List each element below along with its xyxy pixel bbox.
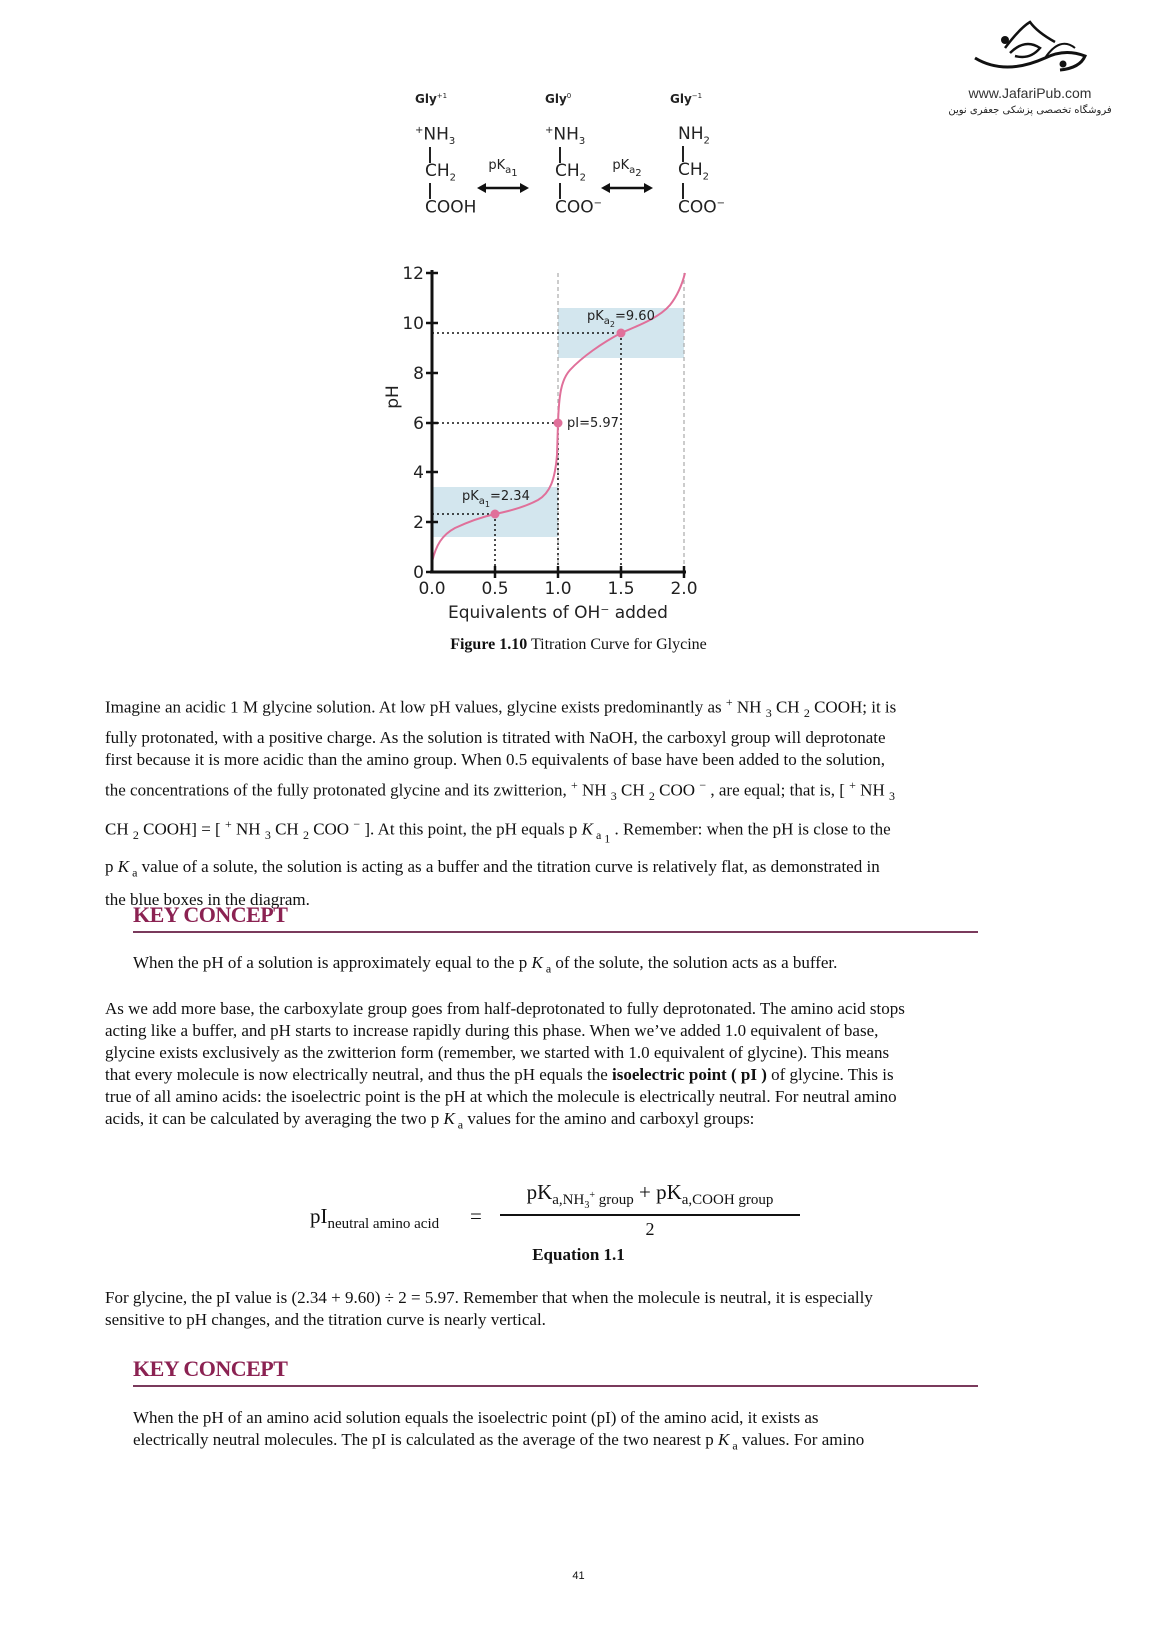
acid-charge: −: [716, 197, 726, 209]
eq-lhs: pI: [310, 1204, 328, 1228]
pka1-label: $pK_{a1}=2.34$: [462, 489, 530, 509]
key-concept-box-1: [133, 902, 1023, 933]
isoelectric-point-term: isoelectric point ( pI ): [612, 1065, 767, 1084]
y-tick-label: 12: [402, 264, 424, 284]
y-tick-label: 8: [413, 364, 424, 384]
species-label: Gly: [415, 92, 437, 106]
amine-group: NH: [678, 124, 704, 144]
pka2-label: $pK_{a2}=9.60$: [587, 309, 655, 329]
species-charge: 0: [566, 92, 572, 100]
page-number: 41: [572, 1570, 585, 1582]
species-label: Gly: [545, 92, 567, 106]
key-concept-title: KEY CONCEPT: [133, 902, 288, 927]
key-concept-divider: [133, 931, 978, 933]
amine-group: NH: [553, 124, 579, 145]
equation-pi: $pI_{neutral amino acid}$ = $pK_{a,NH_3^+ group} + pK_{a,COOH group}$ 2: [310, 1180, 830, 1240]
x-tick-label: 0.5: [481, 579, 509, 599]
acid-group: COO: [678, 197, 717, 218]
species-gly-plus1: [415, 92, 476, 217]
acid-group: COO: [555, 198, 594, 219]
bond-line: [429, 183, 431, 199]
x-tick-label: 1.5: [607, 579, 635, 599]
amine-sub: 3: [578, 136, 586, 148]
amine-sub: 2: [703, 135, 710, 147]
species-charge: +1: [436, 92, 448, 100]
arrow-label-subsub: 1: [511, 167, 518, 179]
figure-caption: [0, 636, 1157, 654]
y-tick-label: 2: [413, 513, 424, 533]
methylene-group: CH: [425, 161, 450, 182]
species-gly-zero: [545, 92, 602, 217]
acid-charge: −: [593, 198, 603, 210]
x-tick-label: 2.0: [670, 579, 698, 599]
equilibrium-arrow-2: [601, 158, 653, 198]
eq-num1: pK: [526, 1180, 553, 1204]
y-tick-label: 10: [402, 314, 424, 334]
logo-url: www.JafariPub.com: [968, 85, 1092, 101]
eq-num2: pK: [656, 1180, 682, 1204]
species-gly-minus1: [670, 92, 725, 216]
y-tick-label: 0: [413, 563, 424, 583]
key-concept-divider: [133, 1385, 978, 1387]
paragraph-titration-intro: Imagine an acidic 1 M glycine solution. At low pH values, glycine exists predominantly as + NH $_3$ CH $_2$ COOH; it is fully protonated, with a positive charge. As the solution is titrated with NaOH, the carboxyl group will deprotonate first because it is more acidic than the amino group. When 0.5 equivalents of base have been added to the solution, the concentrations of the fully protonated glycine and its zwitterion, + NH $_3$ CH $_2$ COO − , are equal; that is, [ + NH $_3$ CH $_2$ COOH] = [ + NH $_3$ CH $_2$ COO − ]. At this point, the pH equals p K $_{a _1}$ . Remember: when the pH is close to the p K $_a$ value of a solute, the solution is acting as a buffer and the titration curve is relatively flat, as demonstrated in the blue boxes in the diagram.: [105, 695, 897, 909]
jafari-logo-icon: [965, 18, 1095, 78]
arrow-label: pK: [488, 158, 506, 173]
arrow-label-subsub: 2: [635, 167, 642, 179]
double-arrow-icon: [601, 182, 653, 194]
figure-number: Figure 1.10: [450, 636, 528, 653]
bond-line: [559, 183, 561, 199]
key-concept-title: KEY CONCEPT: [133, 1356, 288, 1381]
glycine-species-diagram: [415, 92, 735, 242]
amine-charge: +: [545, 125, 554, 136]
eq-denominator: 2: [645, 1218, 655, 1239]
publisher-logo: [930, 18, 1130, 116]
methylene-group: CH: [678, 160, 703, 181]
key-concept-text-2: When the pH of an amino acid solution equals the isoelectric point (pI) of the amino acid, it exists as electrically neutral molecules. The pI is calculated as the average of the two nearest p K $_a$ values. For amino: [133, 1408, 865, 1453]
equilibrium-arrow-1: [477, 158, 529, 198]
arrow-label: pK: [612, 158, 630, 173]
methylene-sub: 2: [579, 172, 587, 184]
paragraph-isoelectric: As we add more base, the carboxylate group goes from half-deprotonated to fully deprotonated. The amino acid stops acting like a buffer, and pH starts to increase rapidly during this phase. When we’ve added 1.0 equivalent of base, glycine exists exclusively as the zwitterion form (remember, we started with 1.0 equivalent of glycine). This means that every molecule is now electrically neutral, and thus the pH equals the isoelectric point ( pI ) of glycine. This is true of all amino acids: the isoelectric point is the pH at which the molecule is electrically neutral. For neutral amino acids, it can be calculated by averaging the two p K $_a$ values for the amino and carboxyl groups:: [105, 999, 905, 1132]
x-tick-label: 0.0: [418, 579, 446, 599]
figure-title: Titration Curve for Glycine: [527, 636, 707, 653]
equation-label: Equation 1.1: [532, 1245, 625, 1264]
pka1-marker: [491, 510, 500, 519]
paragraph-glycine-pi: For glycine, the pI value is (2.34 + 9.60) ÷ 2 = 5.97. Remember that when the molecule is neutral, it is especially sensitive to pH changes, and the titration curve is nearly vertical.: [105, 1288, 873, 1329]
eq-equals: =: [470, 1204, 482, 1228]
eq-fraction-bar: [500, 1214, 800, 1216]
y-tick-label: 4: [413, 463, 424, 483]
key-concept-box-2: [133, 1356, 1023, 1387]
double-arrow-icon: [477, 182, 529, 194]
logo-tagline: فروشگاه تخصصی پزشکی جعفری نوین: [948, 105, 1112, 116]
y-axis-label: pH: [383, 385, 403, 409]
amine-group: NH: [423, 124, 449, 145]
pi-label: pI=5.97: [567, 416, 619, 431]
x-axis-label: Equivalents of OH⁻ added: [448, 603, 668, 623]
methylene-group: CH: [555, 161, 580, 182]
eq-plus: +: [638, 1180, 651, 1204]
x-tick-label: 1.0: [544, 579, 572, 599]
acid-group: COOH: [425, 198, 477, 219]
titration-chart: [370, 255, 730, 630]
bond-line: [682, 183, 684, 199]
y-tick-label: 6: [413, 414, 424, 434]
arrow-label-sub: a: [505, 164, 512, 176]
species-charge: −1: [691, 92, 703, 100]
eq-lhs-sub: neutral amino acid: [327, 1216, 440, 1233]
pi-marker: [554, 419, 563, 428]
methylene-sub: 2: [449, 172, 457, 184]
arrow-label-sub: a: [629, 164, 636, 176]
amine-sub: 3: [448, 136, 456, 148]
pka2-marker: [617, 329, 626, 338]
species-label: Gly: [670, 92, 692, 106]
amine-charge: +: [415, 125, 424, 136]
methylene-sub: 2: [702, 171, 710, 183]
key-concept-text-1: When the pH of a solution is approximately equal to the p K $_a$ of the solute, the solution acts as a buffer.: [133, 953, 838, 976]
